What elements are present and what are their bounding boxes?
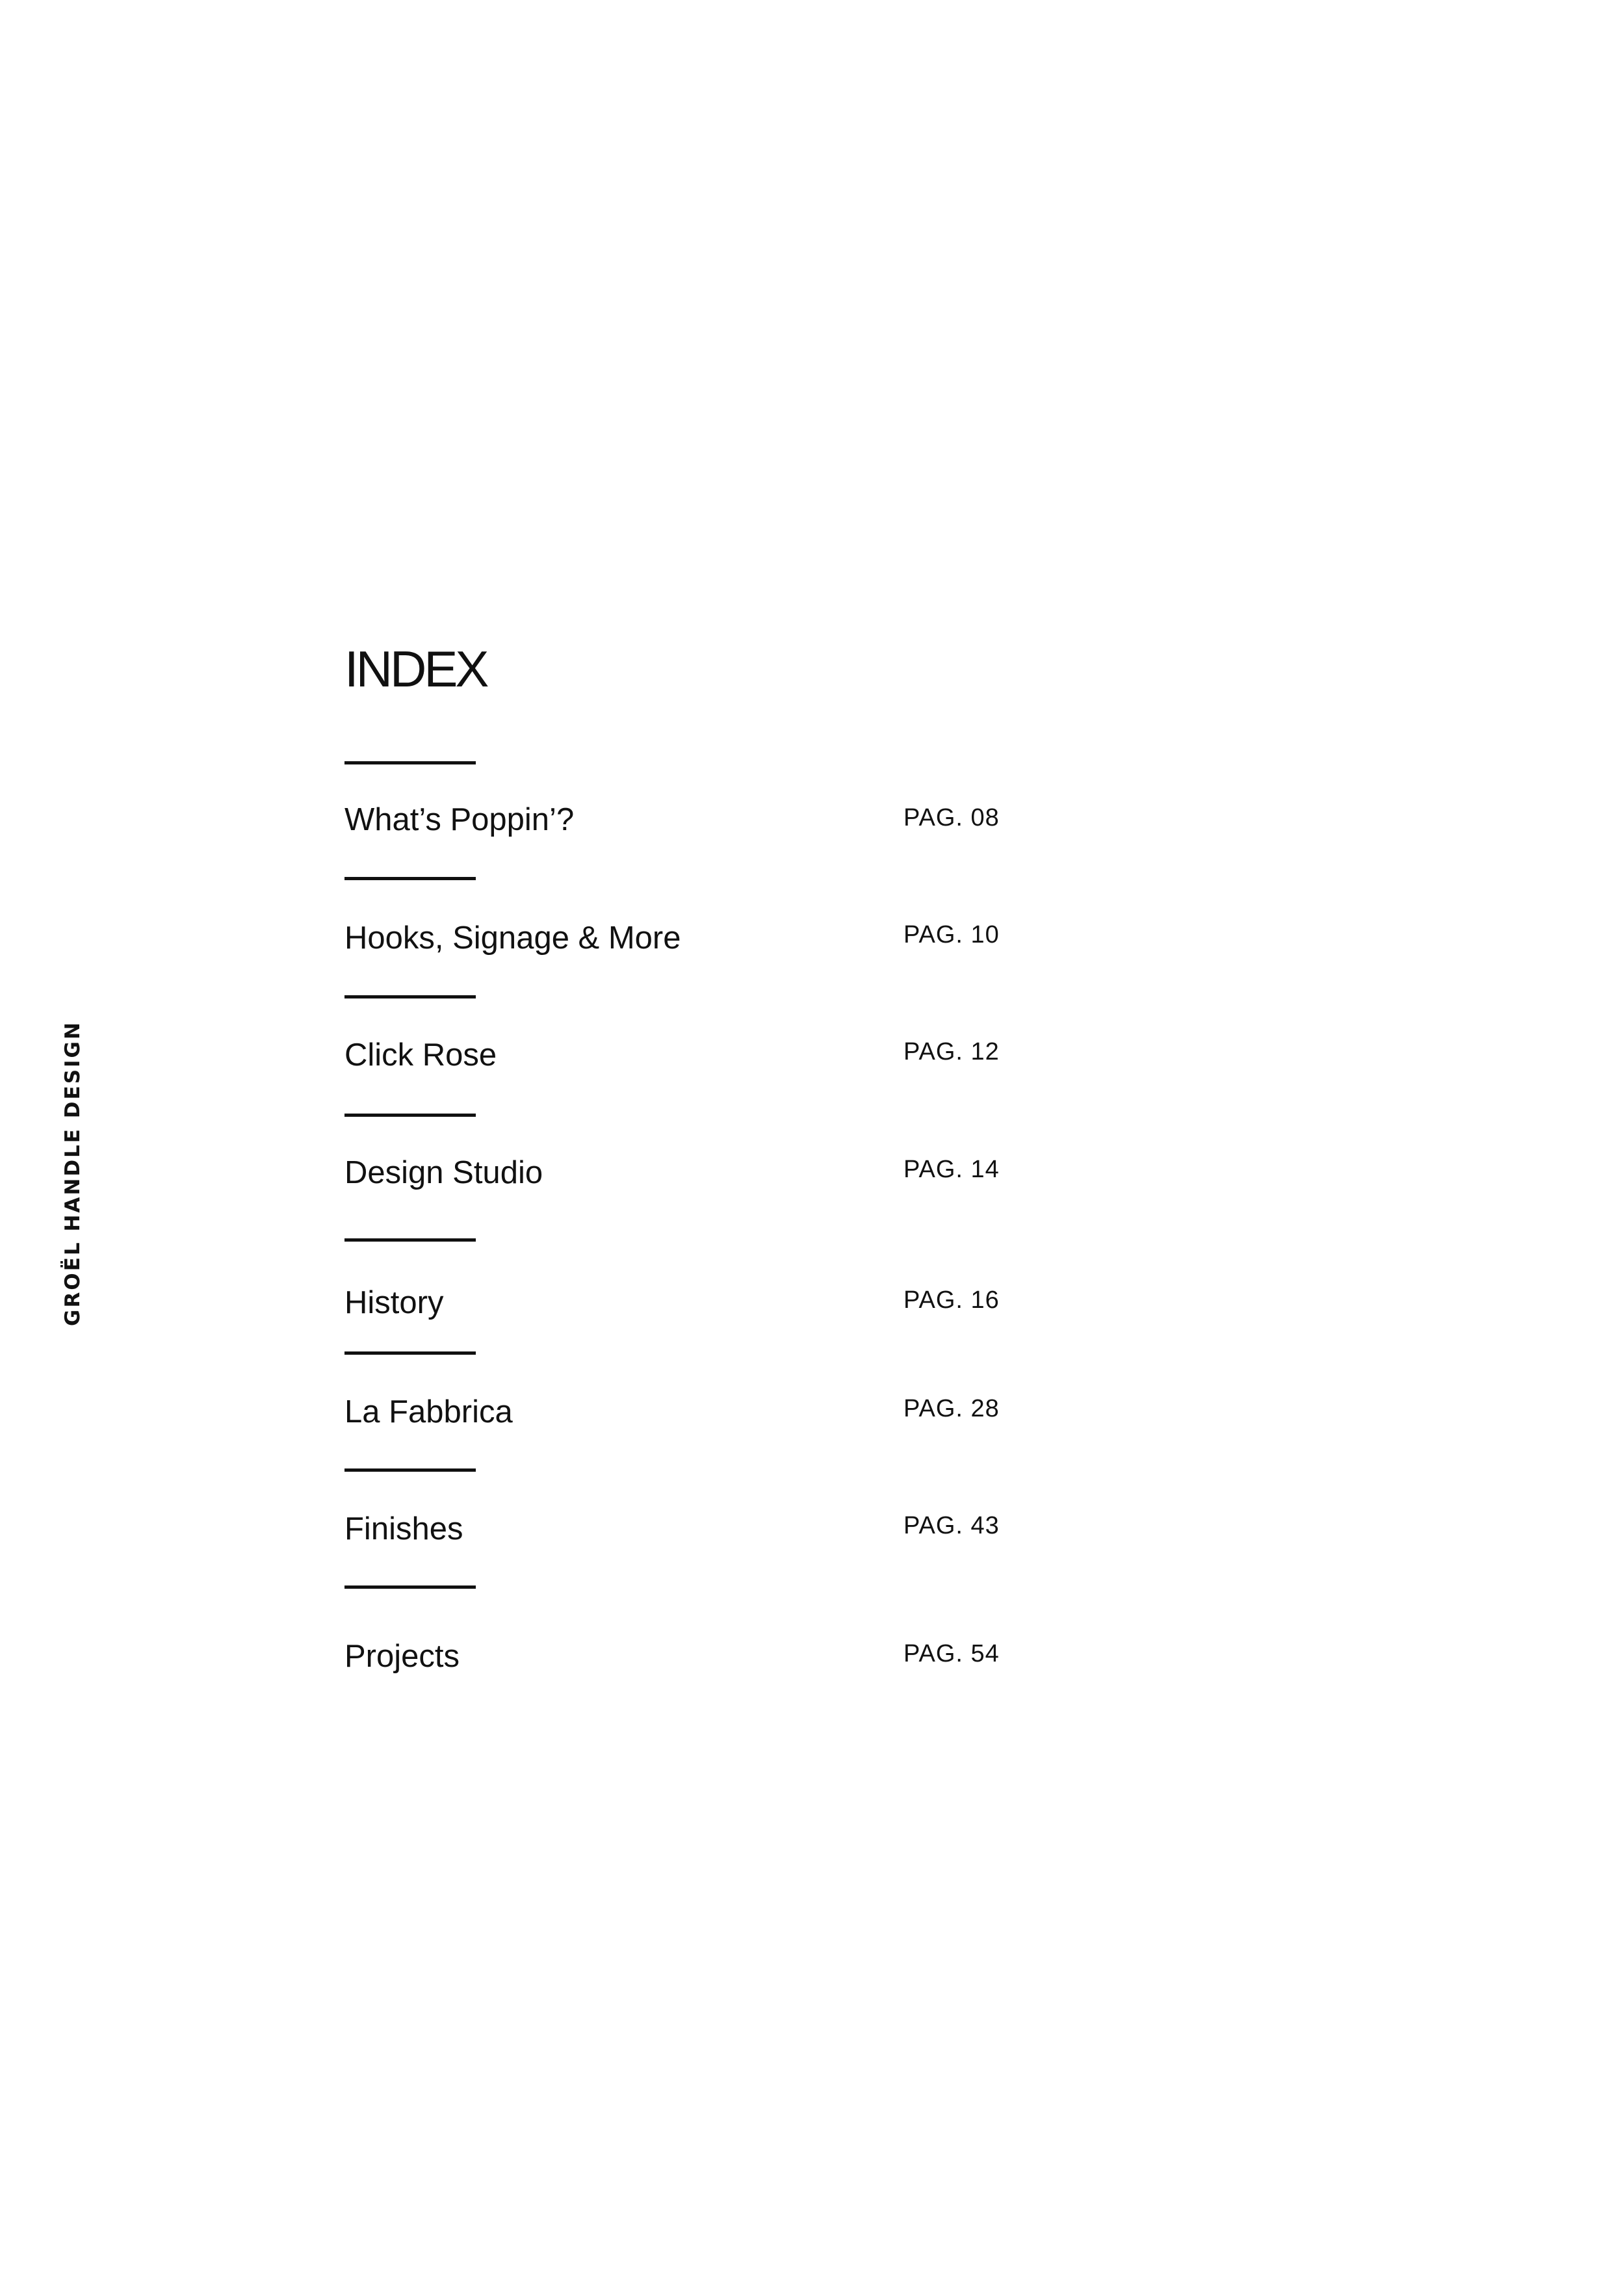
index-entry-page: PAG. 08 <box>903 804 1000 831</box>
index-entry-label: Design Studio <box>344 1155 543 1190</box>
index-entry-page: PAG. 14 <box>903 1156 1000 1183</box>
index-entry-label: Projects <box>344 1639 460 1674</box>
index-entry-page: PAG. 12 <box>903 1038 1000 1065</box>
entry-divider <box>344 761 476 764</box>
entry-divider <box>344 877 476 880</box>
entry-divider <box>344 995 476 998</box>
page-title: INDEX <box>344 640 487 698</box>
entry-divider <box>344 1585 476 1589</box>
index-entry-label: Click Rose <box>344 1037 497 1073</box>
index-entry-page: PAG. 54 <box>903 1640 1000 1667</box>
index-entry-label: La Fabbrica <box>344 1394 513 1429</box>
index-entry-label: What’s Poppin’? <box>344 802 575 837</box>
index-entry-page: PAG. 28 <box>903 1395 1000 1422</box>
side-brand-label: GROËL HANDLE DESIGN <box>61 1021 84 1326</box>
entry-divider <box>344 1468 476 1472</box>
entry-divider <box>344 1238 476 1242</box>
index-entry-label: Hooks, Signage & More <box>344 920 681 956</box>
index-entry-label: Finishes <box>344 1511 463 1546</box>
entry-divider <box>344 1351 476 1355</box>
index-entry-page: PAG. 43 <box>903 1512 1000 1539</box>
index-entry-page: PAG. 10 <box>903 921 1000 948</box>
index-entry-page: PAG. 16 <box>903 1286 1000 1314</box>
entry-divider <box>344 1114 476 1117</box>
index-entry-label: History <box>344 1285 444 1320</box>
